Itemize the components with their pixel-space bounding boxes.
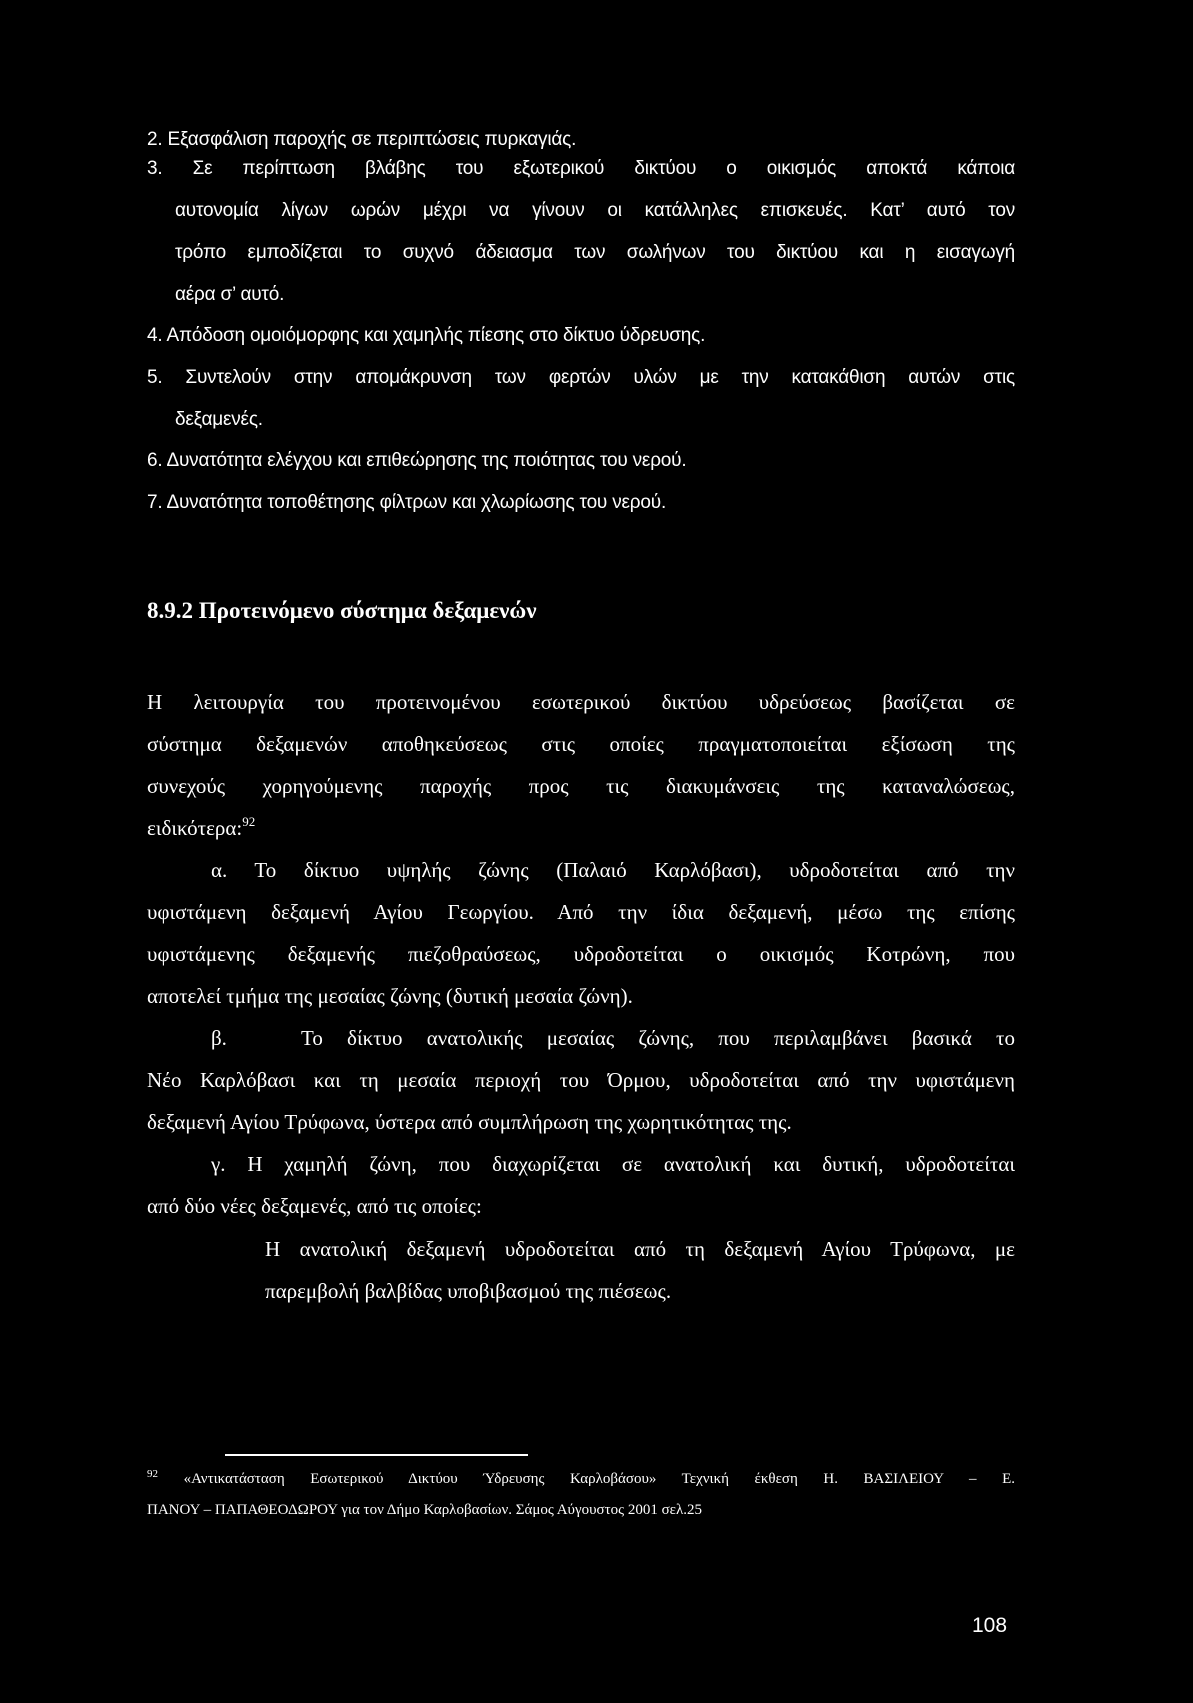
list-item-7: 7. Δυνατότητα τοποθέτησης φίλτρων και χλωρίωσης του νερού. bbox=[147, 492, 667, 513]
list-item-3-line-2: αυτονομία λίγων ωρών μέχρι να γίνουν οι κατάλληλες επισκευές. Κατ’ αυτό τον bbox=[175, 200, 1015, 221]
footnote-separator bbox=[225, 1454, 528, 1456]
footnote-line-2: ΠΑΝΟΥ – ΠΑΠΑΘΕΟΔΩΡΟΥ για τον Δήμο Καρλοβασίων. Σάμος Αύγουστος 2001 σελ.25 bbox=[147, 1502, 702, 1518]
list-item-2: 2. Εξασφάλιση παροχής σε περιπτώσεις πυρκαγιάς. bbox=[147, 129, 577, 150]
item-b-marker: β. bbox=[211, 1026, 227, 1050]
list-item-4: 4. Απόδοση ομοιόμορφης και χαμηλής πίεσης στο δίκτυο ύδρευσης. bbox=[147, 325, 706, 346]
list-item-5-line-1: 5. Συντελούν στην απομάκρυνση των φερτών υλών με την κατακάθιση αυτών στις bbox=[147, 367, 1015, 388]
section-heading: 8.9.2 Προτεινόμενο σύστημα δεξαμενών bbox=[147, 598, 537, 623]
paragraph-line-4-text: ειδικότερα: bbox=[147, 816, 243, 840]
list-item-3-line-1: 3. Σε περίπτωση βλάβης του εξωτερικού δικτύου ο οικισμός αποκτά κάποια bbox=[147, 158, 1015, 179]
item-a-line-3: υφιστάμενης δεξαμενής πιεζοθραύσεως, υδροδοτείται ο οικισμός Κοτρώνη, που bbox=[147, 942, 1015, 966]
footnote-line-1 bbox=[147, 1468, 1016, 1488]
list-item-6: 6. Δυνατότητα ελέγχου και επιθεώρησης της ποιότητας του νερού. bbox=[147, 450, 687, 471]
item-c-line-1: γ. Η χαμηλή ζώνη, που διαχωρίζεται σε ανατολική και δυτική, υδροδοτείται bbox=[211, 1152, 1015, 1176]
sub-item-line-1: Η ανατολική δεξαμενή υδροδοτείται από τη δεξαμενή Αγίου Τρύφωνα, με bbox=[265, 1237, 1015, 1261]
item-a-line-2: υφιστάμενη δεξαμενή Αγίου Γεωργίου. Από την ίδια δεξαμενή, μέσω της επίσης bbox=[147, 900, 1015, 924]
item-a-line-4: αποτελεί τμήμα της μεσαίας ζώνης (δυτική μεσαία ζώνη). bbox=[147, 984, 633, 1008]
sub-item-line-2: παρεμβολή βαλβίδας υποβιβασμού της πιέσεως. bbox=[265, 1279, 672, 1303]
footnote-reference: 92 bbox=[242, 814, 256, 829]
page-number: 108 bbox=[972, 1614, 1008, 1637]
footnote-line-1-text: «Αντικατάσταση Εσωτερικού Δικτύου Ύδρευσης Καρλοβάσου» Τεχνική έκθεση Η. ΒΑΣΙΛΕΙΟΥ – Ε. bbox=[183, 1471, 1016, 1487]
item-a-line-1: α. Το δίκτυο υψηλής ζώνης (Παλαιό Καρλόβασι), υδροδοτείται από την bbox=[211, 858, 1015, 882]
paragraph-line-3: συνεχούς χορηγούμενης παροχής προς τις διακυμάνσεις της καταναλώσεως, bbox=[147, 774, 1015, 798]
list-item-3-line-4: αέρα σ’ αυτό. bbox=[175, 284, 285, 305]
item-c-line-2: από δύο νέες δεξαμενές, από τις οποίες: bbox=[147, 1194, 482, 1218]
item-b-line-3: δεξαμενή Αγίου Τρύφωνα, ύστερα από συμπλήρωση της χωρητικότητας της. bbox=[147, 1110, 792, 1134]
paragraph-line-4 bbox=[147, 816, 255, 841]
item-b-line-1: Το δίκτυο ανατολικής μεσαίας ζώνης, που περιλαμβάνει βασικά το bbox=[301, 1026, 1015, 1050]
footnote-number: 92 bbox=[147, 1468, 158, 1480]
paragraph-line-1: Η λειτουργία του προτεινομένου εσωτερικού δικτύου υδρεύσεως βασίζεται σε bbox=[147, 690, 1015, 714]
list-item-3-line-3: τρόπο εμποδίζεται το συχνό άδειασμα των σωλήνων του δικτύου και η εισαγωγή bbox=[175, 242, 1015, 263]
item-b-line-2: Νέο Καρλόβασι και τη μεσαία περιοχή του Όρμου, υδροδοτείται από την υφιστάμενη bbox=[147, 1068, 1015, 1092]
paragraph-line-2: σύστημα δεξαμενών αποθηκεύσεως στις οποίες πραγματοποιείται εξίσωση της bbox=[147, 732, 1015, 756]
list-item-5-line-2: δεξαμενές. bbox=[175, 409, 263, 430]
